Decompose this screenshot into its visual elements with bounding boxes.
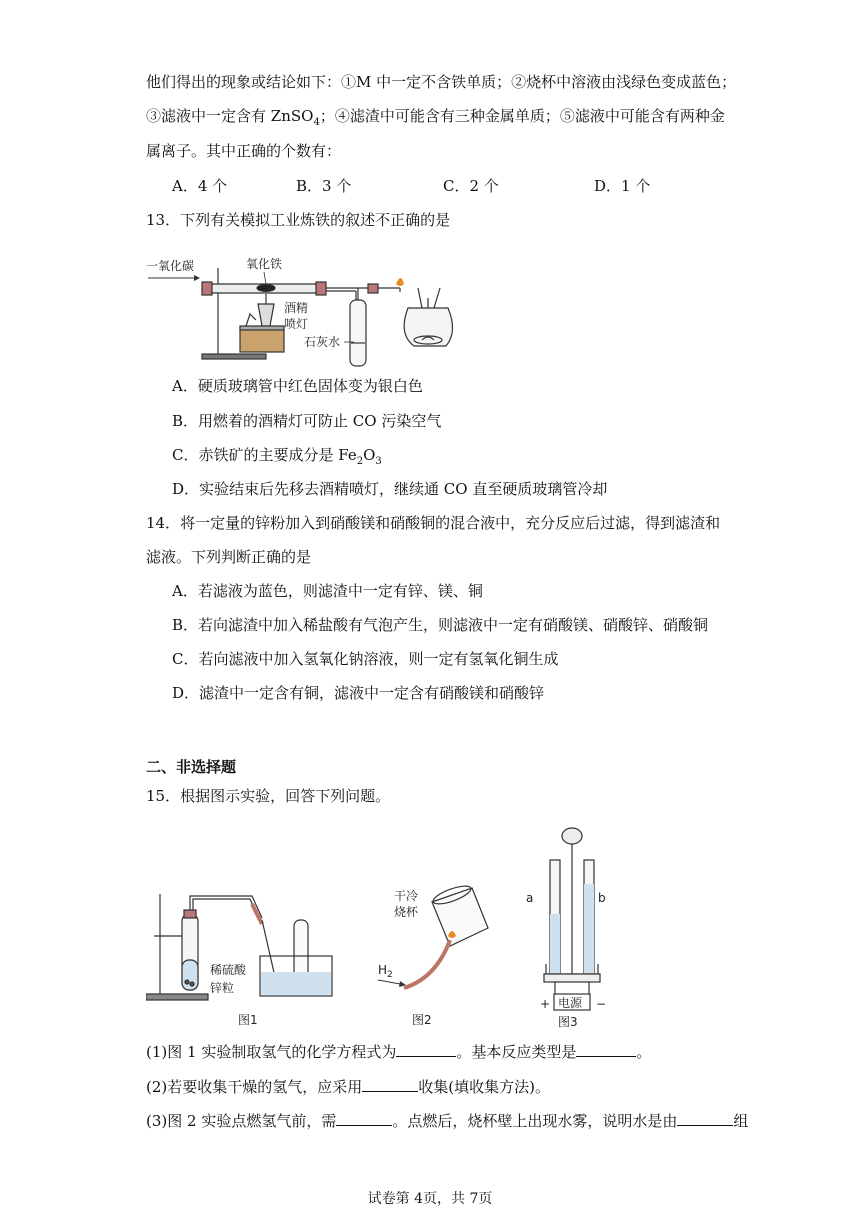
label-plus: + bbox=[540, 997, 551, 1011]
figure-1-hydrogen-generation bbox=[146, 880, 356, 1030]
label-dry-cold-1: 干冷 bbox=[394, 889, 419, 903]
iron-smelting-apparatus-figure bbox=[146, 248, 462, 368]
figure-2-caption: 图2 bbox=[412, 1013, 432, 1027]
answer-blank-collection[interactable] bbox=[362, 1076, 418, 1092]
label-lamp-2: 喷灯 bbox=[284, 317, 309, 331]
label-minus: − bbox=[596, 997, 607, 1011]
q13-option-c: C．赤铁矿的主要成分是 $Fe_2O_3$ bbox=[172, 446, 382, 467]
q15-stem: 15．根据图示实验，回答下列问题。 bbox=[146, 787, 391, 805]
label-h2: $H_2$ bbox=[378, 963, 393, 980]
figure-3-caption: 图3 bbox=[558, 1015, 578, 1029]
label-dilute-sulfuric-acid: 稀硫酸 bbox=[210, 963, 247, 977]
q12-line3: 属离子。其中正确的个数有： bbox=[146, 142, 342, 160]
section-heading: 二、非选择题 bbox=[146, 758, 237, 776]
answer-blank-equation[interactable] bbox=[396, 1041, 456, 1057]
q13-option-d: D．实验结束后先移去酒精喷灯，继续通 CO 直至硬质玻璃管冷却 bbox=[172, 480, 608, 498]
answer-blank-before-ignite[interactable] bbox=[336, 1110, 392, 1126]
q12-option-c: C．2 个 bbox=[443, 177, 499, 195]
label-a: a bbox=[526, 891, 534, 905]
label-limewater: 石灰水 bbox=[304, 335, 341, 349]
q14-option-d: D．滤渣中一定含有铜，滤液中一定含有硝酸镁和硝酸锌 bbox=[172, 684, 545, 702]
figure-1-caption: 图1 bbox=[238, 1013, 258, 1027]
q13-option-a: A．硬质玻璃管中红色固体变为银白色 bbox=[172, 377, 423, 395]
label-co: 一氧化碳 bbox=[146, 259, 195, 273]
q15-part2: (2)若要收集干燥的氢气，应采用 收集(填收集方法)。 bbox=[146, 1078, 550, 1096]
figure-3-water-electrolysis bbox=[524, 824, 624, 1030]
figure-2-hydrogen-combustion bbox=[376, 880, 496, 1030]
label-b: b bbox=[598, 891, 606, 905]
q12-line1: 他们得出的现象或结论如下：①M 中一定不含铁单质；②烧杯中溶液由浅绿色变成蓝色； bbox=[146, 73, 737, 91]
label-lamp-1: 酒精 bbox=[284, 301, 309, 315]
q12-option-b: B．3 个 bbox=[296, 177, 352, 195]
label-dry-cold-2: 烧杯 bbox=[394, 905, 419, 919]
answer-blank-composition[interactable] bbox=[677, 1110, 733, 1126]
q14-option-c: C．若向滤液中加入氢氧化钠溶液，则一定有氢氧化铜生成 bbox=[172, 650, 559, 668]
label-iron-oxide: 氧化铁 bbox=[246, 257, 283, 271]
q14-option-a: A．若滤液为蓝色，则滤渣中一定有锌、镁、铜 bbox=[172, 582, 483, 600]
q12-line2: ③滤液中一定含有 ZnSO$_4$；④滤渣中可能含有三种金属单质；⑤滤液中可能含有两种金 bbox=[146, 107, 725, 128]
q15-part3: (3)图 2 实验点燃氢气前，需 。点燃后，烧杯壁上出现水雾，说明水是由 组 bbox=[146, 1112, 749, 1130]
label-power: 电源 bbox=[558, 996, 583, 1010]
q13-stem: 13．下列有关模拟工业炼铁的叙述不正确的是 bbox=[146, 211, 451, 229]
q15-part1: (1)图 1 实验制取氢气的化学方程式为 。基本反应类型是 。 bbox=[146, 1043, 652, 1061]
q14-stem-line1: 14．将一定量的锌粉加入到硝酸镁和硝酸铜的混合液中，充分反应后过滤，得到滤渣和 bbox=[146, 514, 721, 532]
q12-option-d: D．1 个 bbox=[594, 177, 651, 195]
label-zinc: 锌粒 bbox=[210, 981, 235, 995]
q14-option-b: B．若向滤渣中加入稀盐酸有气泡产生，则滤液中一定有硝酸镁、硝酸锌、硝酸铜 bbox=[172, 616, 709, 634]
q12-option-a: A．4 个 bbox=[172, 177, 228, 195]
page-footer: 试卷第 4页，共 7页 bbox=[367, 1191, 493, 1207]
q14-stem-line2: 滤液。下列判断正确的是 bbox=[146, 548, 312, 566]
q13-option-b: B．用燃着的酒精灯可防止 CO 污染空气 bbox=[172, 412, 442, 430]
answer-blank-reaction-type[interactable] bbox=[576, 1041, 636, 1057]
